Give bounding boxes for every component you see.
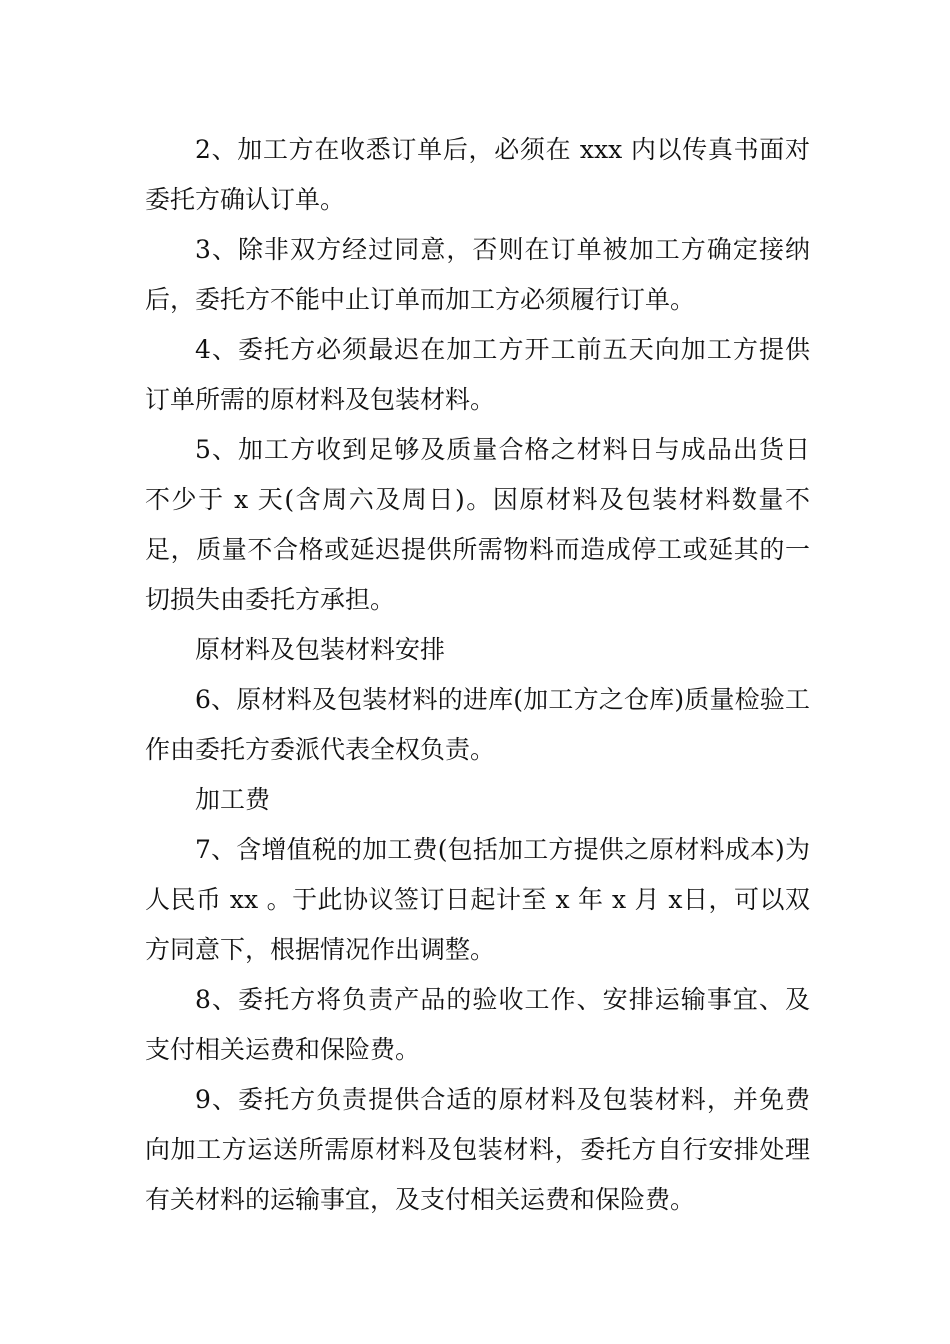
clause-5-paragraph: 5、加工方收到足够及质量合格之材料日与成品出货日不少于 x 天(含周六及周日)。因原材料及包装材料数量不足，质量不合格或延迟提供所需物料而造成停工或延其的一切损失由委托方承担。 <box>145 435 810 614</box>
clause-6-paragraph: 6、原材料及包装材料的进库(加工方之仓库)质量检验工作由委托方委派代表全权负责。 <box>145 685 810 764</box>
clause-8-paragraph: 8、委托方将负责产品的验收工作、安排运输事宜、及支付相关运费和保险费。 <box>145 985 810 1064</box>
section-heading-materials: 原材料及包装材料安排 <box>195 635 446 664</box>
clause-3-paragraph: 3、除非双方经过同意，否则在订单被加工方确定接纳后，委托方不能中止订单而加工方必须履行订单。 <box>145 235 810 314</box>
section-heading-processing-fee: 加工费 <box>195 785 271 814</box>
clause-2-paragraph: 2、加工方在收悉订单后，必须在 xxx 内以传真书面对委托方确认订单。 <box>145 135 810 214</box>
clause-4-paragraph: 4、委托方必须最迟在加工方开工前五天向加工方提供订单所需的原材料及包装材料。 <box>145 335 810 414</box>
clause-9-paragraph: 9、委托方负责提供合适的原材料及包装材料，并免费向加工方运送所需原材料及包装材料，委托方自行安排处理有关材料的运输事宜，及支付相关运费和保险费。 <box>145 1085 810 1214</box>
clause-7-paragraph: 7、含增值税的加工费(包括加工方提供之原材料成本)为人民币 xx 。于此协议签订日起计至 x 年 x 月 x日，可以双方同意下，根据情况作出调整。 <box>145 835 810 964</box>
document-body <box>145 125 810 1225</box>
